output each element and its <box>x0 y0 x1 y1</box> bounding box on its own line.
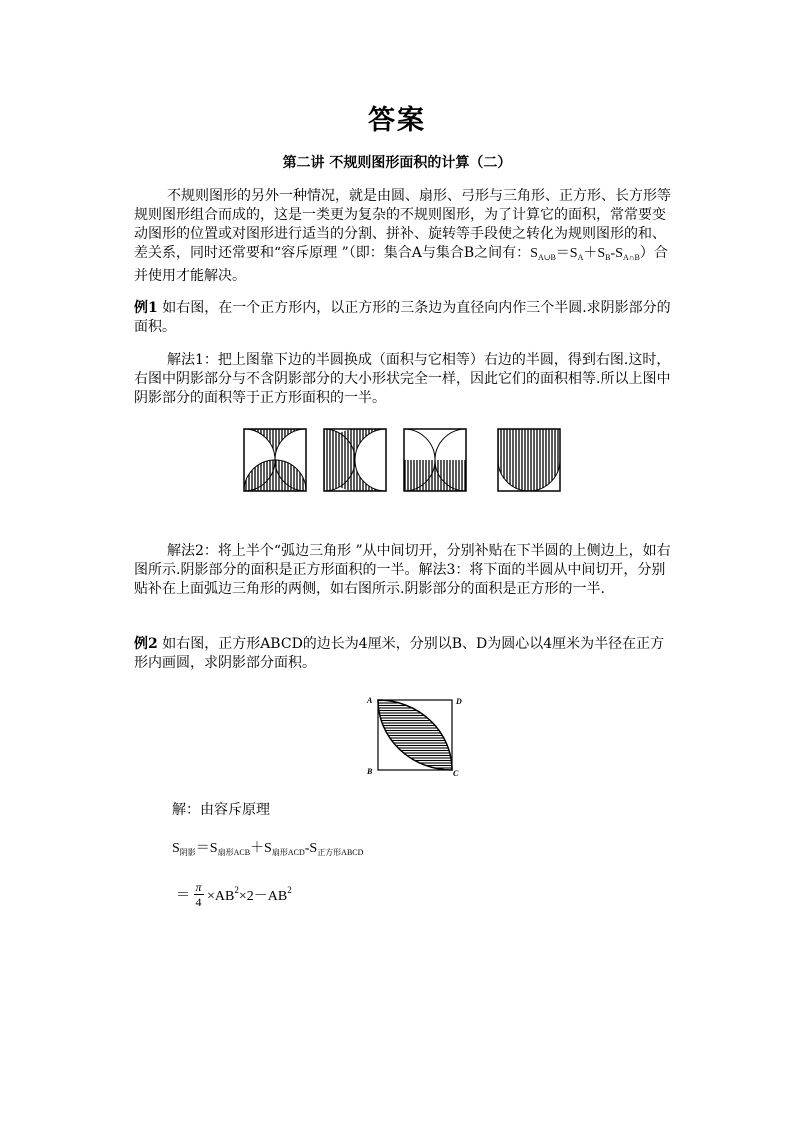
label-d: D <box>456 697 462 706</box>
intro-tail: ）合并使用才能解决。 <box>134 245 668 284</box>
lens-shaded-region <box>378 700 452 770</box>
figure-2 <box>324 429 386 491</box>
page-title: 答案 <box>368 105 426 136</box>
intro-text: 不规则图形的另外一种情况，就是由圆、扇形、弓形与三角形、正方形、长方形等规则图形组合而成的，这是一类更为复杂的不规则图形，为了计算它的面积，常常要变动图形的位置或对图形进行适当的分割、拼补、旋转等手段使之转化为规则图形的和、差关系，同时还常要和“容斥原理 ”（即：集合A与集合B之间有： <box>134 188 671 261</box>
label-a: A <box>367 696 373 705</box>
example2-solution-intro: 解：由容斥原理 <box>172 802 270 818</box>
example2-question: 例2 如右图，正方形ABCD的边长为4厘米，分别以B、D为圆心以4厘米为半径在正方形内画圆，求阴影部分面积。 <box>134 636 665 671</box>
example2-label: 例2 <box>134 636 158 652</box>
figure-1 <box>244 429 306 491</box>
example1-figures <box>242 427 572 493</box>
figure-4 <box>498 429 560 491</box>
example1-solution1: 解法1：把上图靠下边的半圆换成（面积与它相等）右边的半圆，得到右图.这时，右图中阴影部分与不含阴影部分的大小形状完全一样，因此它们的面积相等.所以上图中阴影部分的面积等于正方形面积的一半。 <box>134 352 671 406</box>
example1-question: 例1 如右图，在一个正方形内，以正方形的三条边为直径向内作三个半圆.求阴影部分的面积。 <box>134 300 671 335</box>
fraction-pi-over-4: $\frac{\pi}{4}$ <box>195 880 202 909</box>
intro-paragraph <box>134 187 674 286</box>
equation-2: ＝ $\frac{\pi}{4}$ $\times AB^2\times 2-AB^2$ <box>176 880 292 909</box>
example1-label: 例1 <box>134 300 158 316</box>
example1-solution2: 解法2：将上半个“弧边三角形 ”从中间切开，分别补贴在下半圆的上侧边上，如右图所示.阴影部分的面积是正方形面积的一半。解法3：将下面的半圆从中间切开，分别贴补在上面弧边三角形的两侧，如右图所示.阴影部分的面积是正方形的一半. <box>134 543 671 597</box>
lecture-subtitle: 第二讲 不规则图形面积的计算（二） <box>282 155 512 171</box>
label-b: B <box>367 767 373 776</box>
equation-1: $S_{阴影}=S_{扇形ACB}+S_{扇形ACD}-S_{正方形ABCD}$ <box>172 841 364 857</box>
formula-inclusion-exclusion: $S_{A\cup B}=S_A+S_B-S_{A\cap B}$ <box>530 246 640 262</box>
label-c: C <box>453 769 459 778</box>
example2-figure <box>362 692 472 778</box>
figure-3 <box>404 429 466 491</box>
